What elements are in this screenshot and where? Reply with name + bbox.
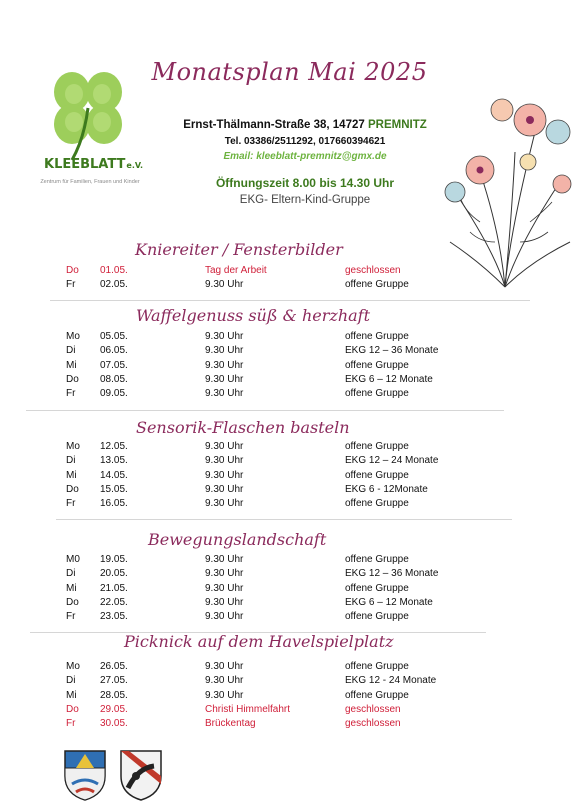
note-cell: offene Gruppe [345,611,409,623]
page-title: Monatsplan Mai 2025 [151,58,428,86]
schedule-row [0,387,579,400]
day-cell: Do [66,703,79,715]
date-cell: 06.05. [100,345,128,357]
date-cell: 16.05. [100,498,128,510]
schedule-row [0,373,579,386]
time-cell: 9.30 Uhr [205,469,244,481]
section-title: Picknick auf dem Havelspielplatz [124,632,394,651]
time-cell: Brückentag [205,718,256,730]
flower-illustration [440,92,579,292]
section-title: Sensorik-Flaschen basteln [136,418,350,437]
note-cell: EKG 12 – 24 Monate [345,455,439,467]
schedule-row [0,567,579,580]
date-cell: 27.05. [100,675,128,687]
date-cell: 14.05. [100,469,128,481]
date-cell: 09.05. [100,388,128,400]
section-divider [56,519,512,520]
time-cell: Christi Himmelfahrt [205,703,291,715]
time-cell: 9.30 Uhr [205,675,244,687]
time-cell: 9.30 Uhr [205,279,244,291]
note-cell: offene Gruppe [345,554,409,565]
time-cell: 9.30 Uhr [205,554,244,565]
schedule-row [0,454,579,467]
date-cell: 19.05. [100,554,128,565]
time-cell: 9.30 Uhr [205,689,244,701]
note-cell: EKG 6 – 12 Monate [345,596,433,608]
coat-of-arms-1 [62,748,108,802]
date-cell: 13.05. [100,455,128,467]
date-cell: 08.05. [100,373,128,385]
note-cell: offene Gruppe [345,388,409,400]
day-cell: Mi [66,469,77,481]
shield-icon [118,748,164,802]
day-cell: Di [66,345,76,357]
date-cell: 02.05. [100,279,128,291]
time-cell: 9.30 Uhr [205,373,244,385]
date-cell: 28.05. [100,689,128,701]
note-cell: offene Gruppe [345,441,409,452]
schedule-row [0,264,579,277]
time-cell: 9.30 Uhr [205,359,244,371]
day-cell: Do [66,373,79,385]
note-cell: geschlossen [345,718,401,730]
note-cell: offene Gruppe [345,661,409,672]
time-cell: 9.30 Uhr [205,582,244,594]
schedule-row [0,330,579,343]
note-cell: EKG 6 – 12 Monate [345,373,433,385]
day-cell: Di [66,455,76,467]
opening-hours: Öffnungszeit 8.00 bis 14.30 Uhr [215,176,395,190]
schedule-row [0,610,579,623]
schedule-row [0,359,579,372]
note-cell: offene Gruppe [345,498,409,510]
section-divider [50,300,530,301]
shield-icon [62,748,108,802]
schedule-row [0,582,579,595]
time-cell: Tag der Arbeit [205,265,267,276]
logo-name: KLEEBLATT [44,157,126,172]
note-cell: offene Gruppe [345,689,409,701]
phone: Tel. 03386/2511292, 017660394621 [224,136,386,147]
date-cell: 26.05. [100,661,128,672]
note-cell: offene Gruppe [345,331,409,342]
day-cell: Mi [66,359,77,371]
date-cell: 20.05. [100,568,128,580]
date-cell: 21.05. [100,582,128,594]
day-cell: Mi [66,689,77,701]
section-title: Kniereiter / Fensterbilder [135,240,343,259]
time-cell: 9.30 Uhr [205,441,244,452]
note-cell: offene Gruppe [345,582,409,594]
time-cell: 9.30 Uhr [205,661,244,672]
date-cell: 23.05. [100,611,128,623]
time-cell: 9.30 Uhr [205,388,244,400]
address [170,119,440,131]
date-cell: 22.05. [100,596,128,608]
date-cell: 15.05. [100,483,128,495]
day-cell: Fr [66,279,76,291]
day-cell: Mi [66,582,77,594]
day-cell: Fr [66,498,76,510]
note-cell: offene Gruppe [345,359,409,371]
day-cell: Fr [66,718,76,730]
day-cell: M0 [66,554,80,565]
schedule-row [0,717,579,730]
flower-icon [440,92,579,292]
time-cell: 9.30 Uhr [205,611,244,623]
day-cell: Di [66,568,76,580]
day-cell: Do [66,596,79,608]
date-cell: 12.05. [100,441,128,452]
schedule-row [0,553,579,566]
email: Email: kleeblatt-premnitz@gmx.de [223,151,387,162]
day-cell: Mo [66,661,80,672]
note-cell: geschlossen [345,265,401,276]
day-cell: Mo [66,441,80,452]
date-cell: 07.05. [100,359,128,371]
schedule-row [0,674,579,687]
time-cell: 9.30 Uhr [205,568,244,580]
date-cell: 29.05. [100,703,128,715]
logo-suffix: e.V. [126,161,144,170]
note-cell: EKG 6 - 12Monate [345,483,428,495]
day-cell: Fr [66,388,76,400]
city: PREMNITZ [367,119,427,131]
schedule-row [0,689,579,702]
schedule-row [0,344,579,357]
day-cell: Do [66,483,79,495]
coat-of-arms-2 [118,748,164,802]
schedule-row [0,483,579,496]
schedule-row [0,596,579,609]
note-cell: EKG 12 – 36 Monate [345,568,439,580]
date-cell: 05.05. [100,331,128,342]
note-cell: geschlossen [345,703,401,715]
group-name: EKG- Eltern-Kind-Gruppe [239,194,371,206]
section-title: Waffelgenuss süß & herzhaft [136,306,371,325]
street: Ernst-Thälmann-Straße 38, 14727 [183,119,365,131]
schedule-row [0,497,579,510]
section-divider [26,410,504,411]
schedule-row [0,469,579,482]
date-cell: 30.05. [100,718,128,730]
time-cell: 9.30 Uhr [205,498,244,510]
schedule-row [0,660,579,673]
schedule-row [0,440,579,453]
section-title: Bewegungslandschaft [148,530,327,549]
date-cell: 01.05. [100,265,128,276]
schedule-row [0,278,579,291]
time-cell: 9.30 Uhr [205,483,244,495]
note-cell: offene Gruppe [345,469,409,481]
schedule-row [0,703,579,716]
day-cell: Di [66,675,76,687]
time-cell: 9.30 Uhr [205,331,244,342]
note-cell: offene Gruppe [345,279,409,291]
note-cell: EKG 12 - 24 Monate [345,675,437,687]
logo-subtitle: Zentrum für Familien, Frauen und Kinder [40,179,140,185]
note-cell: EKG 12 – 36 Monate [345,345,439,357]
time-cell: 9.30 Uhr [205,345,244,357]
day-cell: Fr [66,611,76,623]
day-cell: Mo [66,331,80,342]
time-cell: 9.30 Uhr [205,455,244,467]
day-cell: Do [66,265,79,276]
time-cell: 9.30 Uhr [205,596,244,608]
